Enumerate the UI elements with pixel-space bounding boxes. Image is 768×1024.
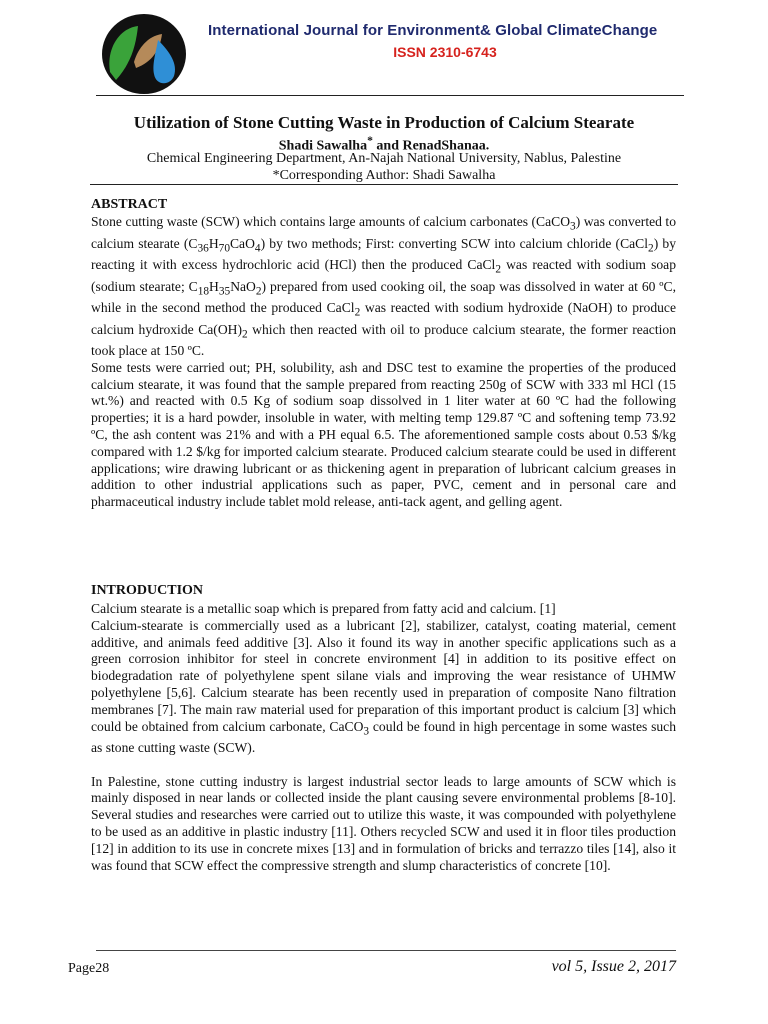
journal-issn: ISSN 2310-6743 — [393, 44, 497, 60]
paper-title: Utilization of Stone Cutting Waste in Production of Calcium Stearate — [133, 113, 635, 132]
journal-leaf-drop-logo — [96, 10, 192, 98]
abstract-paragraph-2: Some tests were carried out; PH, solubility, ash and DSC test to examine the properties of the produced calcium stearate, it was found that the sample prepared from reacting 250g of SCW with 333 ml HCl (15 wt.%) and reacted with 0.5 Kg of sodium soap dissolved in 1 liter water at 60 ºC had the following properties; it is a hard powder, insoluble in water, with melting temp 129.87 ºC and softening temp 73.92 ºC, the ash content was 21% and with a PH equal 6.5. The aforementioned sample costs about 0.53 $/kg compared with 1.2 $/kg for imported calcium stearate. Produced calcium stearate could be used in different applications; wire drawing lubricant or as thickening agent in preparation of lubricant calcium greases in addition to other industrial applications such as paper, PVC, cement and in personal care and pharmaceutical industry include tablet mold release, anti-tack agent, and gelling agent. — [91, 359, 676, 510]
footer-divider — [96, 950, 676, 951]
corresponding-author: *Corresponding Author: Shadi Sawalha — [272, 168, 496, 183]
introduction-heading: INTRODUCTION — [91, 583, 204, 598]
page-number: Page28 — [68, 961, 110, 976]
abstract-heading: ABSTRACT — [91, 197, 168, 212]
intro-paragraph-2: Calcium-stearate is commercially used as a lubricant [2], stabilizer, catalyst, coating material, cement additive, and animals feed additive [3]. Also it found its way in another specific applications such as a green corrosion inhibitor for steel in concrete environment [4] in addition to its positive effect on biodegradation rate of polyethylene spent silane vials and improving the wear resistance of UHMW polyethylene [5,6]. Calcium stearate has been recently used in preparation of composite Nano filtration membranes [7]. The main raw material used for preparation of this important product is calcium [3] which could be obtained from calcium carbonate, CaCO$_3$ could be found in high percentage in some wastes such as stone cutting waste (SCW). — [91, 617, 677, 756]
affiliation-divider — [90, 184, 678, 185]
corresponding-mark: * — [367, 134, 373, 147]
abstract-paragraph-1: Stone cutting waste (SCW) which contains large amounts of calcium carbonates (CaCO$_3$) was converted to calcium stearate $(C_{36}H_{70}CaO_4)$ by two methods; First: converting SCW into calcium chloride (CaCl$_2$) by reacting it with excess hydrochloric acid (HCl) then the produced CaCl$_2$ was reacted with sodium soap (sodium stearate; $C_{18}H_{35}NaO_2$) prepared from used cooking oil, the soap was dissolved in water at 60 ºC, while in the second method the produced CaCl$_2$ was reacted with sodium hydroxide (NaOH) to produce calcium hydroxide $Ca(OH)_2$ which then reacted with oil to produce calcium stearate, the former reaction took place at 150 ºC. — [91, 214, 676, 359]
affiliation: Chemical Engineering Department, An-Najah National University, Nablus, Palestine — [146, 151, 622, 166]
author-rest: and RenadShanaa. — [376, 138, 490, 154]
introduction-body — [91, 601, 676, 874]
intro-paragraph-1: Calcium stearate is a metallic soap which is prepared from fatty acid and calcium. [1] — [91, 601, 556, 616]
affiliation-block — [90, 150, 678, 184]
author-main: Shadi Sawalha — [278, 138, 368, 154]
abstract-body — [91, 214, 676, 511]
volume-issue: vol 5, Issue 2, 2017 — [551, 958, 676, 975]
intro-paragraph-3: In Palestine, stone cutting industry is largest industrial sector leads to large amounts of SCW which is mainly disposed in near lands or collected inside the plant causing severe environmental problems [8-10]. Several studies and researches were carried out to utilize this waste, it was compounded with polyethylene to be used as an additive in plastic industry [11]. Others recycled SCW and used it in floor tiles production [12] in addition to its use in concrete mixes [13] and in formulation of bricks and terrazzo tiles [14], also it was found that SCW effect the compressive strength and slump characteristics of concrete [10]. — [91, 773, 676, 873]
header-divider — [96, 95, 684, 96]
journal-name: International Journal for Environment& Global ClimateChange — [208, 22, 658, 39]
